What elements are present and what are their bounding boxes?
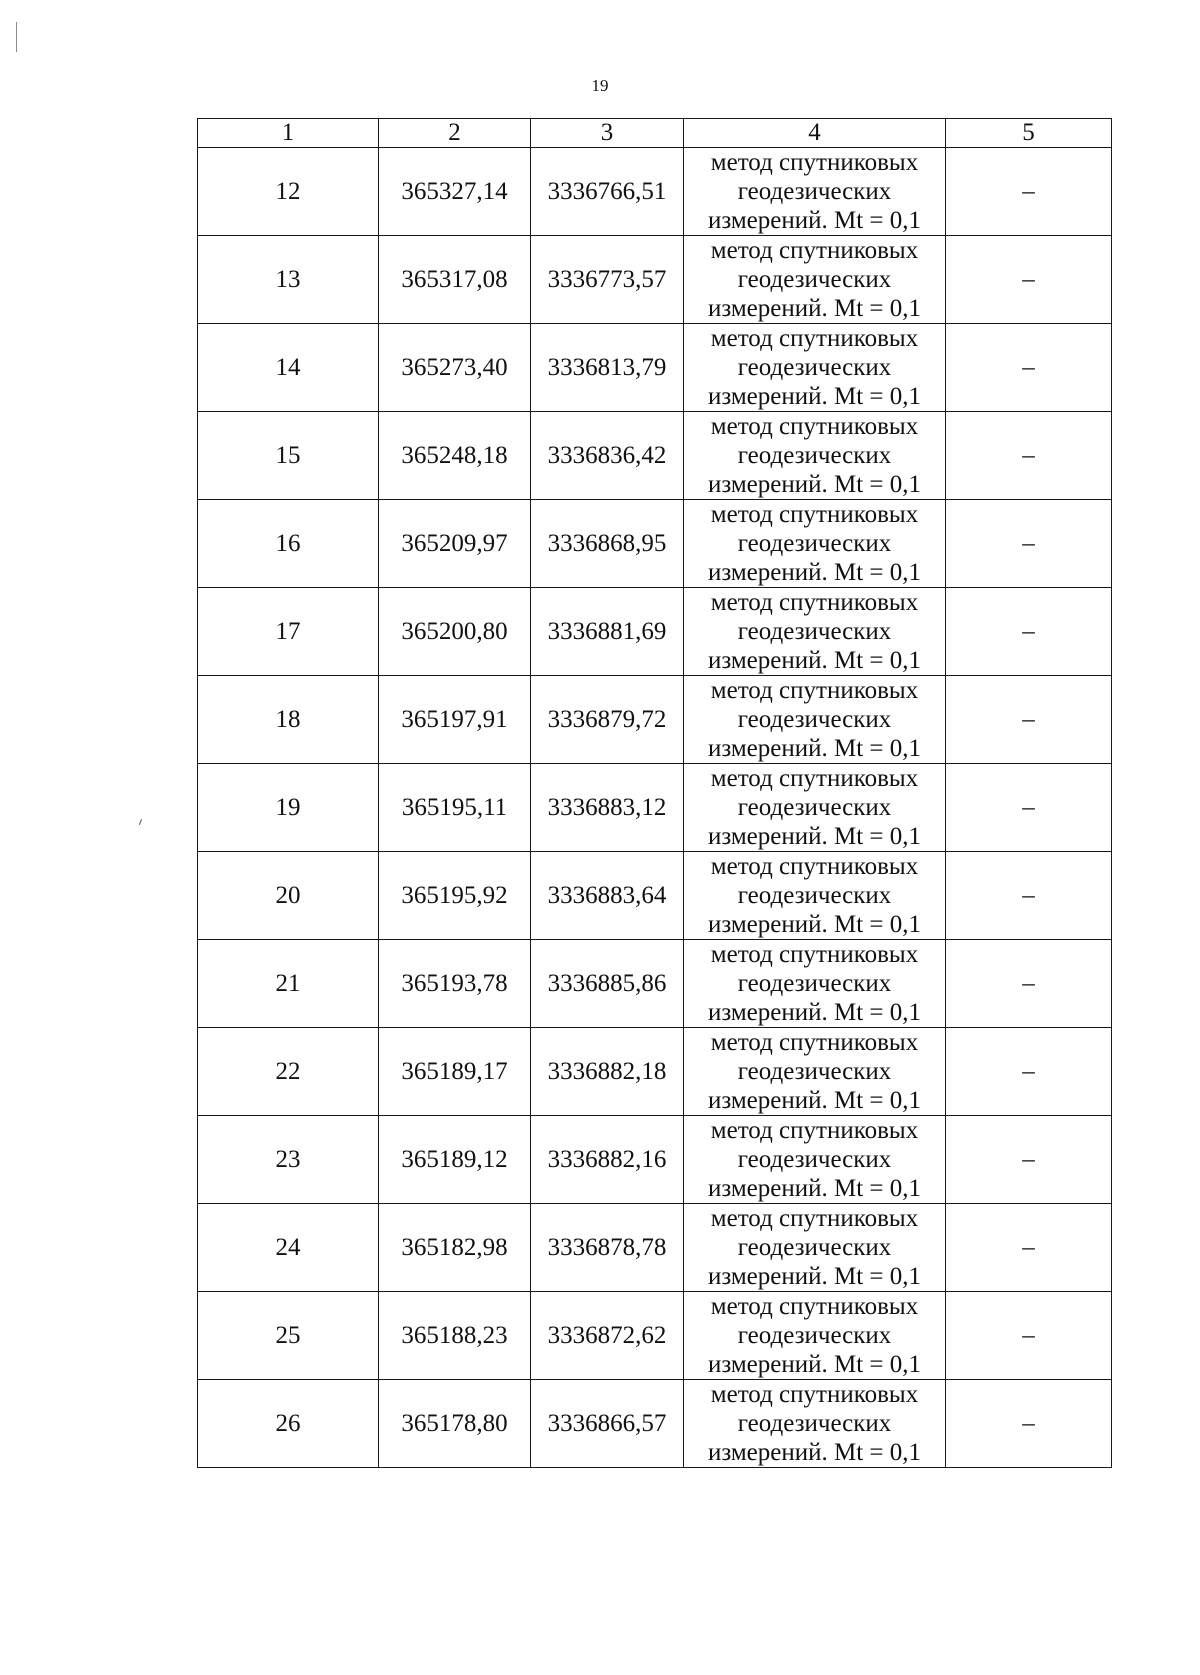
coordinate-y-cell: 3336878,78 [531,1204,684,1292]
method-line: измерений. Mt = 0,1 [707,735,922,762]
method-line: метод спутниковых [710,501,919,528]
method-line: метод спутниковых [710,1117,919,1144]
point-number-cell: 26 [198,1380,379,1468]
method-line: измерений. Mt = 0,1 [707,471,922,498]
method-line: измерений. Mt = 0,1 [707,1351,922,1378]
coordinate-y-cell: 3336885,86 [531,940,684,1028]
coordinate-y-cell: 3336766,51 [531,148,684,236]
method-line: метод спутниковых [710,853,919,880]
method-line: геодезических [737,178,892,205]
point-number-cell: 22 [198,1028,379,1116]
coordinate-x-cell: 365317,08 [379,236,531,324]
method-cell [684,676,946,764]
point-number-cell: 19 [198,764,379,852]
point-number-cell: 14 [198,324,379,412]
note-cell: – [946,412,1112,500]
table-body [198,148,1112,1468]
method-line: геодезических [737,442,892,469]
method-line: метод спутниковых [710,1029,919,1056]
method-cell [684,412,946,500]
column-header: 3 [531,119,684,148]
coordinate-x-cell: 365273,40 [379,324,531,412]
table-row [198,1028,1112,1116]
point-number-cell: 12 [198,148,379,236]
column-header: 4 [684,119,946,148]
table-row [198,764,1112,852]
coordinate-x-cell: 365182,98 [379,1204,531,1292]
note-cell: – [946,236,1112,324]
method-line: измерений. Mt = 0,1 [707,823,922,850]
method-line: геодезических [737,882,892,909]
method-line: геодезических [737,266,892,293]
method-line: измерений. Mt = 0,1 [707,1439,922,1466]
note-cell: – [946,940,1112,1028]
table-row [198,500,1112,588]
coordinate-y-cell: 3336866,57 [531,1380,684,1468]
table-row [198,1116,1112,1204]
coordinate-y-cell: 3336883,12 [531,764,684,852]
note-cell: – [946,1204,1112,1292]
point-number-cell: 16 [198,500,379,588]
method-line: измерений. Mt = 0,1 [707,383,922,410]
page-number: 19 [591,76,609,95]
method-line: измерений. Mt = 0,1 [707,295,922,322]
coordinate-y-cell: 3336872,62 [531,1292,684,1380]
method-cell [684,148,946,236]
method-line: измерений. Mt = 0,1 [707,1175,922,1202]
coordinate-y-cell: 3336881,69 [531,588,684,676]
method-line: геодезических [737,618,892,645]
method-line: геодезических [737,970,892,997]
coordinate-x-cell: 365195,11 [379,764,531,852]
point-number-cell: 25 [198,1292,379,1380]
table-row [198,940,1112,1028]
point-number-cell: 21 [198,940,379,1028]
coordinate-x-cell: 365327,14 [379,148,531,236]
note-cell: – [946,588,1112,676]
method-cell [684,1292,946,1380]
method-cell [684,1116,946,1204]
table-row [198,588,1112,676]
point-number-cell: 23 [198,1116,379,1204]
point-number-cell: 13 [198,236,379,324]
coordinate-x-cell: 365188,23 [379,1292,531,1380]
method-line: измерений. Mt = 0,1 [707,207,922,234]
method-cell [684,236,946,324]
method-cell [684,1380,946,1468]
method-line: метод спутниковых [710,1205,919,1232]
method-line: геодезических [737,1146,892,1173]
table-row [198,1292,1112,1380]
table-row [198,324,1112,412]
note-cell: – [946,764,1112,852]
method-line: метод спутниковых [710,941,919,968]
note-cell: – [946,1380,1112,1468]
coordinate-x-cell: 365178,80 [379,1380,531,1468]
coordinate-y-cell: 3336813,79 [531,324,684,412]
table-header-row [198,119,1112,148]
method-cell [684,1028,946,1116]
point-number-cell: 20 [198,852,379,940]
table-row [198,1204,1112,1292]
method-line: метод спутниковых [710,237,919,264]
method-line: геодезических [737,794,892,821]
coordinate-y-cell: 3336773,57 [531,236,684,324]
note-cell: – [946,676,1112,764]
note-cell: – [946,1292,1112,1380]
method-line: метод спутниковых [710,149,919,176]
column-header: 1 [198,119,379,148]
coordinate-x-cell: 365195,92 [379,852,531,940]
table-row [198,148,1112,236]
method-cell [684,1204,946,1292]
note-cell: – [946,324,1112,412]
column-header: 2 [379,119,531,148]
coordinate-y-cell: 3336836,42 [531,412,684,500]
method-line: измерений. Mt = 0,1 [707,1263,922,1290]
table-row [198,1380,1112,1468]
method-line: геодезических [737,706,892,733]
note-cell: – [946,1116,1112,1204]
method-line: измерений. Mt = 0,1 [707,559,922,586]
point-number-cell: 24 [198,1204,379,1292]
scan-artifact-line [16,22,17,52]
method-line: метод спутниковых [710,1293,919,1320]
coordinate-x-cell: 365209,97 [379,500,531,588]
point-number-cell: 15 [198,412,379,500]
method-cell [684,764,946,852]
method-line: измерений. Mt = 0,1 [707,911,922,938]
method-line: геодезических [737,1234,892,1261]
point-number-cell: 18 [198,676,379,764]
method-line: метод спутниковых [710,677,919,704]
method-cell [684,940,946,1028]
method-line: геодезических [737,1322,892,1349]
coordinate-x-cell: 365248,18 [379,412,531,500]
coordinate-y-cell: 3336868,95 [531,500,684,588]
method-line: геодезических [737,1410,892,1437]
column-header: 5 [946,119,1112,148]
coordinate-x-cell: 365200,80 [379,588,531,676]
method-cell [684,588,946,676]
method-line: измерений. Mt = 0,1 [707,647,922,674]
method-line: метод спутниковых [710,413,919,440]
method-line: измерений. Mt = 0,1 [707,999,922,1026]
coordinate-y-cell: 3336879,72 [531,676,684,764]
table-row [198,236,1112,324]
method-line: геодезических [737,1058,892,1085]
scan-artifact-speck [139,819,142,825]
method-line: геодезических [737,354,892,381]
note-cell: – [946,1028,1112,1116]
method-line: метод спутниковых [710,325,919,352]
note-cell: – [946,148,1112,236]
method-line: метод спутниковых [710,589,919,616]
table-row [198,852,1112,940]
coordinate-y-cell: 3336882,18 [531,1028,684,1116]
note-cell: – [946,852,1112,940]
coordinate-x-cell: 365193,78 [379,940,531,1028]
method-line: метод спутниковых [710,1381,919,1408]
coordinate-x-cell: 365189,17 [379,1028,531,1116]
method-cell [684,852,946,940]
table-row [198,676,1112,764]
method-line: метод спутниковых [710,765,919,792]
method-cell [684,324,946,412]
point-number-cell: 17 [198,588,379,676]
coordinate-x-cell: 365197,91 [379,676,531,764]
coordinate-y-cell: 3336883,64 [531,852,684,940]
coordinate-x-cell: 365189,12 [379,1116,531,1204]
table-row [198,412,1112,500]
method-line: геодезических [737,530,892,557]
method-cell [684,500,946,588]
coordinate-y-cell: 3336882,16 [531,1116,684,1204]
coordinates-table [197,118,1112,1468]
note-cell: – [946,500,1112,588]
method-line: измерений. Mt = 0,1 [707,1087,922,1114]
